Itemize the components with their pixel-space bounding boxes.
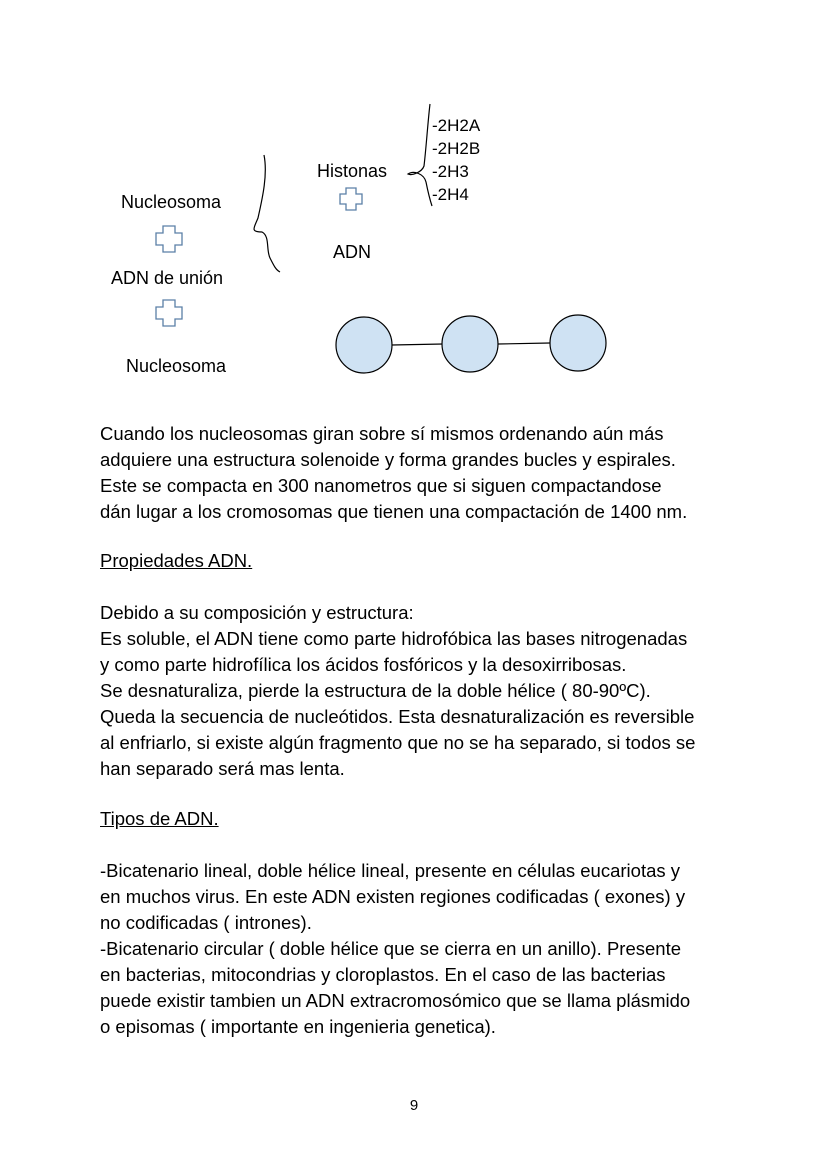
text-line: en bacterias, mitocondrias y cloroplastos. En el caso de las bacterias	[100, 964, 666, 985]
nucleosome-bead	[442, 316, 498, 372]
section-heading: Propiedades ADN.	[100, 550, 253, 571]
text-line: -Bicatenario circular ( doble hélice que se cierra en un anillo). Presente	[100, 938, 681, 959]
section-heading: Tipos de ADN.	[100, 808, 219, 829]
plus-icon	[156, 226, 182, 252]
text-line: en muchos virus. En este ADN existen regiones codificadas ( exones) y	[100, 886, 686, 907]
text-line: Cuando los nucleosomas giran sobre sí mismos ordenando aún más	[100, 423, 664, 444]
text-line: Este se compacta en 300 nanometros que si siguen compactandose	[100, 475, 662, 496]
curly-brace-large	[254, 155, 280, 272]
nucleosome-bead	[550, 315, 606, 371]
curly-brace-small	[408, 104, 432, 206]
paragraph-solenoide	[100, 421, 760, 525]
linker-dna-line	[392, 344, 443, 345]
page-number: 9	[409, 1097, 419, 1114]
plus-icon	[156, 300, 182, 326]
histone-item: -2H2A	[432, 116, 481, 135]
text-line: al enfriarlo, si existe algún fragmento que no se ha separado, si todos se	[100, 732, 696, 753]
section-body-propiedades	[100, 600, 760, 782]
linker-dna-line	[498, 343, 550, 344]
text-line: y como parte hidrofílica los ácidos fosfóricos y la desoxirribosas.	[100, 654, 627, 675]
section-heading-tipos	[100, 806, 760, 832]
text-line: Queda la secuencia de nucleótidos. Esta desnaturalización es reversible	[100, 706, 695, 727]
text-line: Es soluble, el ADN tiene como parte hidrofóbica las bases nitrogenadas	[100, 628, 688, 649]
text-line: adquiere una estructura solenoide y forma grandes bucles y espirales.	[100, 449, 676, 470]
text-line: puede existir tambien un ADN extracromosómico que se llama plásmido	[100, 990, 691, 1011]
section-body-tipos	[100, 858, 760, 1040]
label-nucleosoma-top: Nucleosoma	[121, 192, 222, 212]
nucleosome-bead	[336, 317, 392, 373]
histone-item: -2H2B	[432, 139, 481, 158]
histone-list	[432, 114, 480, 206]
section-heading-propiedades	[100, 548, 760, 574]
label-adn: ADN	[333, 242, 372, 262]
text-line: Debido a su composición y estructura:	[100, 602, 414, 623]
label-nucleosoma-bottom: Nucleosoma	[126, 356, 227, 376]
text-line: dán lugar a los cromosomas que tienen una compactación de 1400 nm.	[100, 501, 688, 522]
text-line: -Bicatenario lineal, doble hélice lineal, presente en células eucariotas y	[100, 860, 681, 881]
text-line: o episomas ( importante en ingenieria genetica).	[100, 1016, 496, 1037]
label-histonas: Histonas	[317, 161, 388, 181]
label-adn-de-union: ADN de unión	[111, 268, 224, 288]
text-line: no codificadas ( intrones).	[100, 912, 312, 933]
plus-icon	[340, 188, 362, 210]
text-line: han separado será mas lenta.	[100, 758, 345, 779]
histone-item: -2H3	[432, 162, 469, 181]
histone-item: -2H4	[432, 185, 469, 204]
text-line: Se desnaturaliza, pierde la estructura de la doble hélice ( 80-90ºC).	[100, 680, 651, 701]
